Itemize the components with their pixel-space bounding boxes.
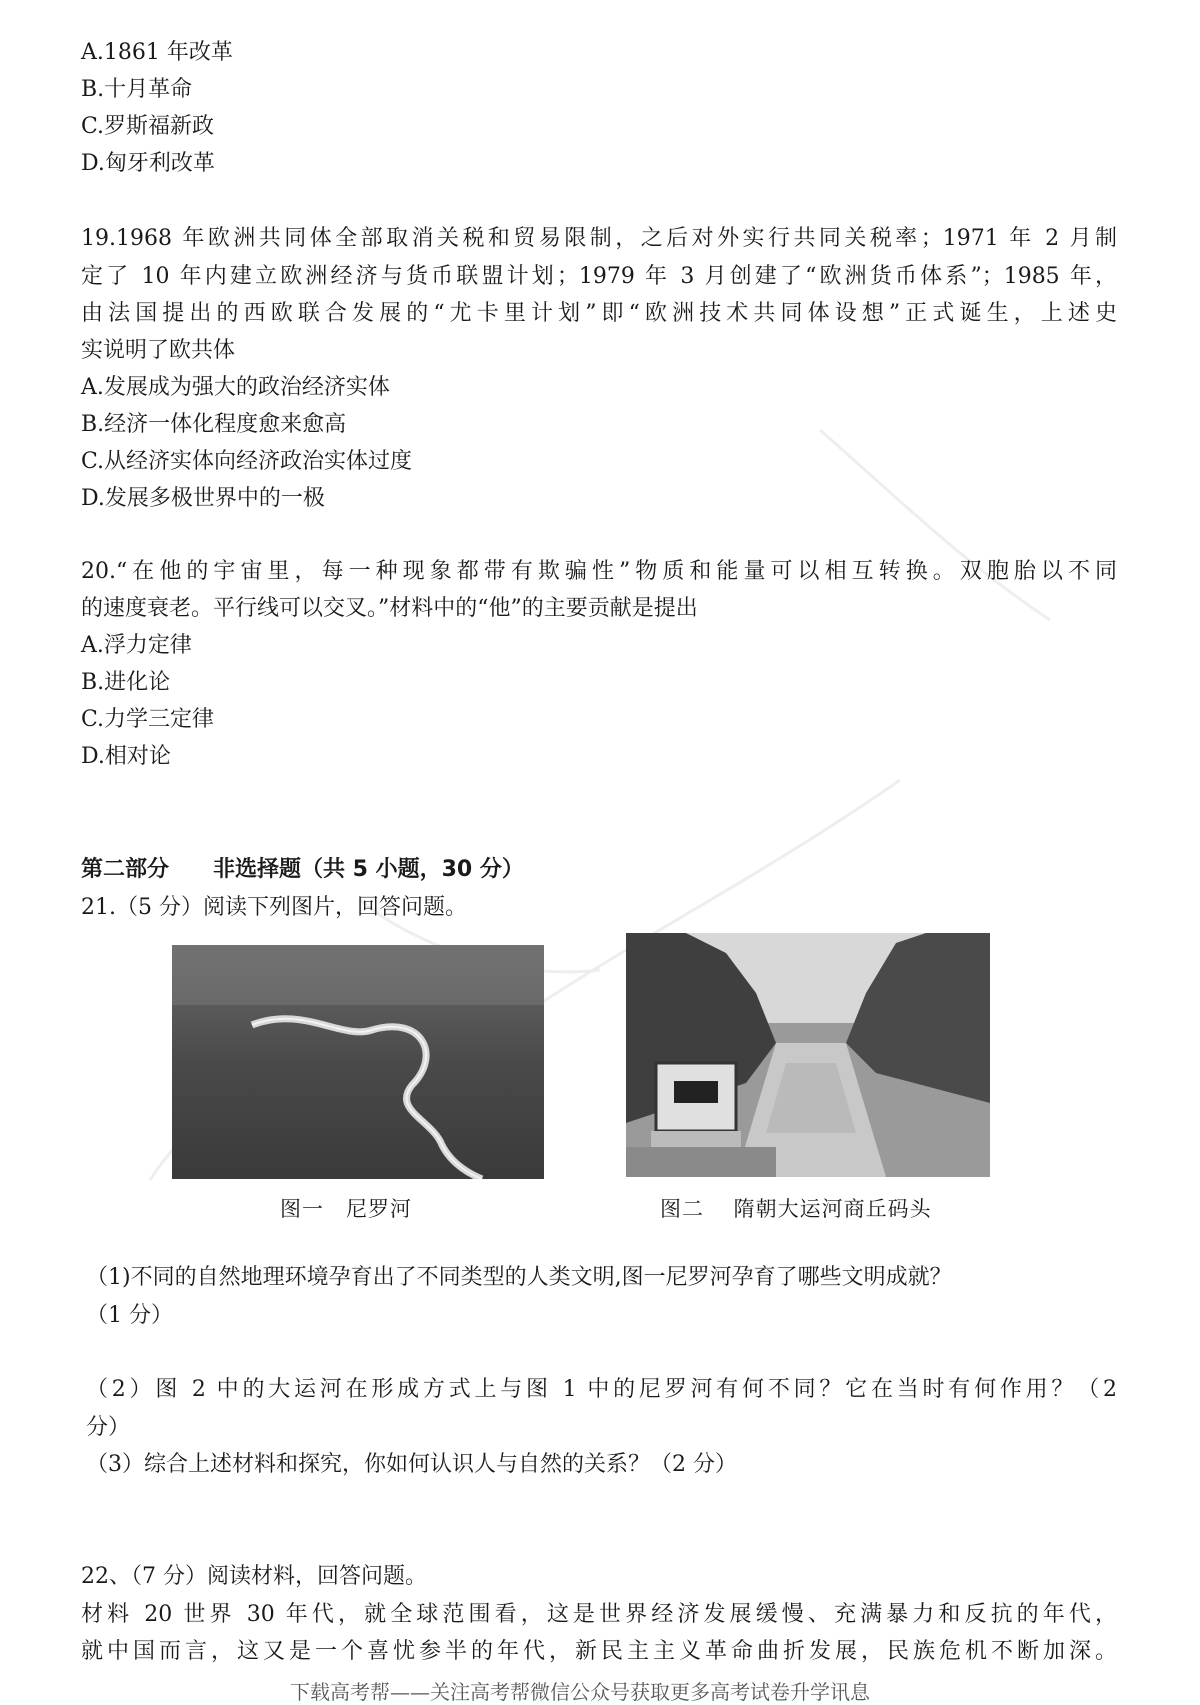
part2-heading: 第二部分 非选择题（共 5 小题，30 分） [81, 857, 524, 882]
q20-option-d: D.相对论 [81, 744, 171, 769]
q20-stem-line-2: 的速度衰老。平行线可以交叉。”材料中的“他”的主要贡献是提出 [81, 596, 698, 621]
q19-option-d: D.发展多极世界中的一极 [81, 486, 325, 511]
q19-stem-line-2: 定了 10 年内建立欧洲经济与货币联盟计划；1979 年 3 月创建了“欧洲货币体系”；1985 年， [81, 264, 1117, 289]
caption-figure-2: 图二 隋朝大运河商丘码头 [660, 1197, 932, 1221]
grand-canal-photo [626, 933, 990, 1177]
q18-option-d: D.匈牙利改革 [81, 151, 215, 176]
q20-stem-line-1: 20.“在他的宇宙里，每一种现象都带有欺骗性”物质和能量可以相互转换。双胞胎以不同 [81, 559, 1117, 584]
q21-sub3: （3）综合上述材料和探究，你如何认识人与自然的关系？（2 分） [86, 1452, 737, 1477]
q20-option-a: A.浮力定律 [81, 633, 192, 658]
q21-sub1-line-2: （1 分） [86, 1303, 173, 1328]
q19-stem-line-3: 由法国提出的西欧联合发展的“尤卡里计划”即“欧洲技术共同体设想”正式诞生，上述史 [81, 301, 1117, 326]
q22-intro: 22、（7 分）阅读材料，回答问题。 [81, 1564, 427, 1589]
q21-sub1-line-1: （1)不同的自然地理环境孕育出了不同类型的人类文明,图一尼罗河孕育了哪些文明成就？ [86, 1265, 952, 1290]
q20-option-b: B.进化论 [81, 670, 171, 695]
q18-option-a: A.1861 年改革 [81, 40, 233, 65]
q18-option-b: B.十月革命 [81, 77, 193, 102]
q22-material-line-2: 就中国而言，这又是一个喜忧参半的年代，新民主主义革命曲折发展，民族危机不断加深。 [81, 1639, 1117, 1664]
q21-sub2-line-2: 分） [86, 1415, 131, 1440]
nile-river-photo [172, 945, 544, 1179]
q18-option-c: C.罗斯福新政 [81, 114, 215, 139]
q19-stem-line-4: 实说明了欧共体 [81, 338, 236, 363]
page-footer: 下载高考帮——关注高考帮微信公众号获取更多高考试卷升学讯息 [290, 1680, 870, 1704]
q21-sub2-line-1: （2）图 2 中的大运河在形成方式上与图 1 中的尼罗河有何不同？它在当时有何作用？（2 [86, 1377, 1117, 1402]
q19-stem-line-1: 19.1968 年欧洲共同体全部取消关税和贸易限制，之后对外实行共同关税率；1971 年 2 月制 [81, 226, 1117, 251]
q19-option-b: B.经济一体化程度愈来愈高 [81, 412, 347, 437]
caption-figure-1: 图一 尼罗河 [280, 1197, 412, 1221]
q19-option-a: A.发展成为强大的政治经济实体 [81, 375, 390, 400]
q22-material-line-1: 材料 20 世界 30 年代，就全球范围看，这是世界经济发展缓慢、充满暴力和反抗的年代， [81, 1602, 1117, 1627]
q19-option-c: C.从经济实体向经济政治实体过度 [81, 449, 413, 474]
q20-option-c: C.力学三定律 [81, 707, 215, 732]
q21-intro: 21.（5 分）阅读下列图片，回答问题。 [81, 895, 467, 920]
